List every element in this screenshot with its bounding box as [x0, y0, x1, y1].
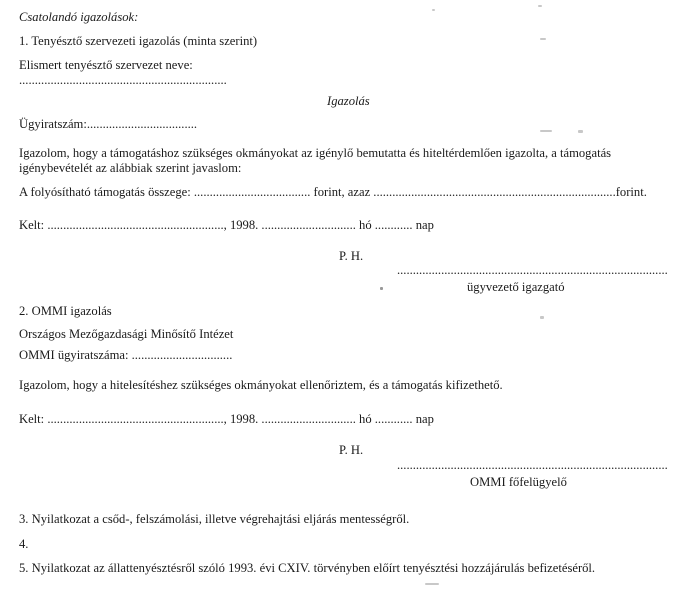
- ommi-signer-title: OMMI főfelügyelő: [470, 475, 567, 489]
- ommi-certification-text: Igazolom, hogy a hitelesítéshez szükséges okmányokat ellenőriztem, és a támogatás kifizethető.: [19, 378, 503, 392]
- issue-date-line: Kelt: ........................................................, 1998. .............................. hó ............ nap: [19, 218, 434, 232]
- scan-speck: [540, 130, 552, 132]
- stamp-place: P. H.: [339, 249, 364, 263]
- breeder-org-line: ..................................................................: [19, 73, 227, 87]
- ommi-org-name: Országos Mezőgazdasági Minősítő Intézet: [19, 327, 234, 341]
- scan-speck: [540, 38, 546, 40]
- support-amount-line: A folyósítható támogatás összege: ..................................... forint, azaz .............................................................................forint.: [19, 185, 647, 199]
- breeder-org-label: Elismert tenyésztő szervezet neve:: [19, 58, 193, 72]
- case-number-line: Ügyiratszám:...................................: [19, 117, 198, 131]
- ommi-issue-date-line: Kelt: ........................................................, 1998. .............................. hó ............ nap: [19, 412, 434, 426]
- certification-text-line-1: Igazolom, hogy a támogatáshoz szükséges okmányokat az igénylő bemutatta és hiteltérdemlően igazolta, a támogatás: [19, 146, 612, 160]
- scan-speck: [432, 9, 435, 11]
- item-5: 5. Nyilatkozat az állattenyésztésről szóló 1993. évi CXIV. törvényben előírt tenyésztési hozzájárulás befizetéséről.: [19, 561, 596, 575]
- ommi-signature-line: ......................................................................................: [397, 458, 668, 472]
- scan-speck: [538, 5, 542, 7]
- item-3: 3. Nyilatkozat a csőd-, felszámolási, illetve végrehajtási eljárás mentességről.: [19, 512, 410, 526]
- ommi-case-number-line: OMMI ügyiratszáma: ................................: [19, 348, 233, 362]
- certificate-heading: Igazolás: [327, 94, 370, 108]
- certification-text-line-2: igénybevételét az alábbiak szerint javaslom:: [19, 161, 242, 175]
- scan-speck: [425, 583, 439, 585]
- ommi-stamp-place: P. H.: [339, 443, 364, 457]
- scan-speck: [578, 130, 583, 133]
- section-2-title: 2. OMMI igazolás: [19, 304, 112, 318]
- signature-line: ......................................................................................: [397, 263, 668, 277]
- scan-speck: [540, 316, 544, 319]
- item-4: 4.: [19, 537, 29, 551]
- section-1-title: 1. Tenyésztő szervezeti igazolás (minta szerint): [19, 34, 258, 48]
- attachments-header: Csatolandó igazolások:: [19, 10, 139, 24]
- signer-title: ügyvezető igazgató: [467, 280, 565, 294]
- scan-speck: [380, 287, 383, 290]
